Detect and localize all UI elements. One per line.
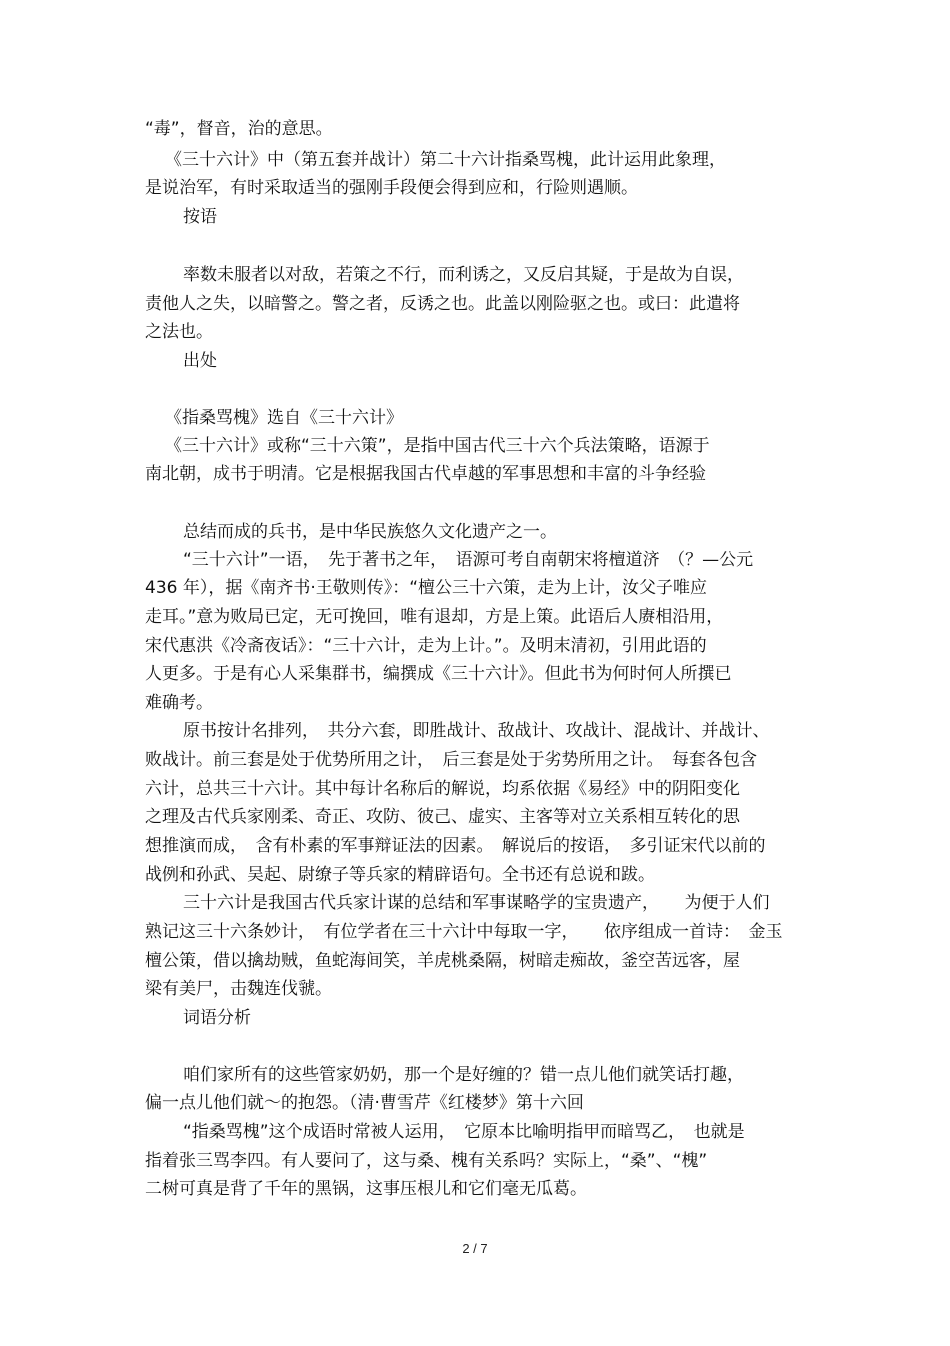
text-line: 三十六计是我国古代兵家计谋的总结和军事谋略学的宝贵遗产， 为便于人们 xyxy=(183,893,770,913)
text-line: 偏一点儿他们就～的抱怨。（清·曹雪芹《红楼梦》第十六回 xyxy=(145,1093,584,1113)
text-line: 是说治军，有时采取适当的强刚手段便会得到应和，行险则遇顺。 xyxy=(145,178,638,198)
text-line: 走耳。”意为败局已定，无可挽回，唯有退却，方是上策。此语后人赓相沿用， xyxy=(145,607,724,627)
text-line: “指桑骂槐”这个成语时常被人运用， 它原本比喻明指甲而暗骂乙， 也就是 xyxy=(183,1122,745,1142)
section-heading: 按语 xyxy=(183,207,217,227)
text-line: 战例和孙武、吴起、尉缭子等兵家的精辟语句。全书还有总说和跋。 xyxy=(145,865,655,885)
page-number: 2 / 7 xyxy=(462,1241,488,1256)
text-line: 败战计。前三套是处于优势所用之计， 后三套是处于劣势所用之计。 每套各包含 xyxy=(145,750,757,770)
text-line: 难确考。 xyxy=(145,693,213,713)
section-heading: 词语分析 xyxy=(183,1008,251,1028)
text-line: 之法也。 xyxy=(145,322,213,342)
text-line: 二树可真是背了千年的黑锅，这事压根儿和它们毫无瓜葛。 xyxy=(145,1179,587,1199)
text-line: “毒”，督音，治的意思。 xyxy=(145,119,333,139)
text-line: 《指桑骂槐》选自《三十六计》 xyxy=(165,408,403,428)
text-line: 原书按计名排列， 共分六套，即胜战计、敌战计、攻战计、混战计、并战计、 xyxy=(183,721,770,741)
text-line: 咱们家所有的这些管家奶奶，那一个是好缠的？错一点儿他们就笑话打趣， xyxy=(183,1065,744,1085)
text-line: 宋代惠洪《冷斋夜话》：“三十六计，走为上计。”。及明末清初，引用此语的 xyxy=(145,636,707,656)
text-line: 《三十六计》中（第五套并战计）第二十六计指桑骂槐，此计运用此象理， xyxy=(165,150,726,170)
text-line: 436 年），据《南齐书·王敬则传》：“檀公三十六策，走为上计，汝父子唯应 xyxy=(145,578,708,598)
text-line: 指着张三骂李四。有人要问了，这与桑、槐有关系吗？实际上，“桑”、“槐” xyxy=(145,1151,708,1171)
text-line: 总结而成的兵书，是中华民族悠久文化遗产之一。 xyxy=(183,522,557,542)
text-line: 《三十六计》或称“三十六策”，是指中国古代三十六个兵法策略，语源于 xyxy=(165,436,710,456)
text-line: 南北朝，成书于明清。它是根据我国古代卓越的军事思想和丰富的斗争经验 xyxy=(145,464,706,484)
text-line: 六计，总共三十六计。其中每计名称后的解说，均系依据《易经》中的阴阳变化 xyxy=(145,779,740,799)
text-line: 熟记这三十六条妙计， 有位学者在三十六计中每取一字， 依序组成一首诗： 金玉 xyxy=(145,922,783,942)
text-line: 率数未服者以对敌，若策之不行，而利诱之，又反启其疑，于是故为自误， xyxy=(183,265,744,285)
text-line: 之理及古代兵家刚柔、奇正、攻防、彼己、虚实、主客等对立关系相互转化的思 xyxy=(145,807,740,827)
section-heading: 出处 xyxy=(183,351,217,371)
text-line: “三十六计”一语， 先于著书之年， 语源可考自南朝宋将檀道济 （？—公元 xyxy=(183,550,754,570)
text-line: 人更多。于是有心人采集群书，编撰成《三十六计》。但此书为何时何人所撰已 xyxy=(145,664,732,684)
text-line: 想推演而成， 含有朴素的军事辩证法的因素。 解说后的按语， 多引证宋代以前的 xyxy=(145,836,766,856)
text-line: 梁有美尸，击魏连伐虢。 xyxy=(145,979,332,999)
text-line: 责他人之失，以暗警之。警之者，反诱之也。此盖以刚险驱之也。或曰：此遣将 xyxy=(145,294,740,314)
text-line: 檀公策，借以擒劫贼，鱼蛇海间笑，羊虎桃桑隔，树暗走痴故，釜空苦远客，屋 xyxy=(145,951,740,971)
